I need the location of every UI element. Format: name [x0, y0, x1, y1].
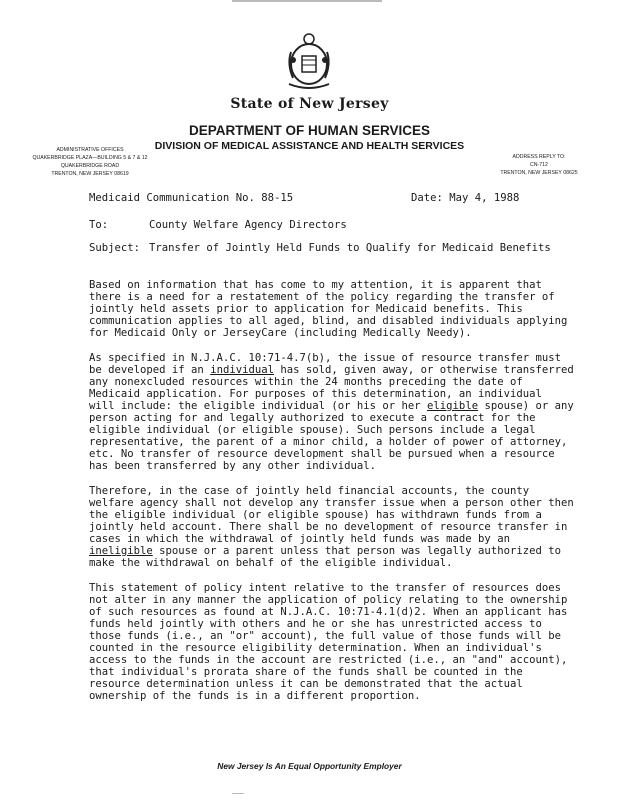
paragraph-2: As specified in N.J.A.C. 10:71-4.7(b), the issue of resource transfer must be developed if an individual has sold, given away, or otherwise transferred any nonexcluded resources within the 24 months preceding the date of Medicaid application. For purposes of this determination, an individual will include: the eligible individual (or his or her eligible spouse) or any person acting for and legally authorized to execute a contract for the eligible individual (or eligible spouse). Such persons include a legal representative, the parent of a minor child, a holder of power of attorney, etc. No transfer of resource development shall be pursued when a resource has been transferred by any other individual.: [89, 352, 574, 472]
division-title: DIVISION OF MEDICAL ASSISTANCE AND HEALTH SERVICES: [154, 140, 465, 152]
paragraph-3: Therefore, in the case of jointly held financial accounts, the county welfare agency shall not develop any transfer issue when a person other then the eligible individual (or eligible spouse) has withdrawn funds from a jointly held account. There shall be no development of resource transfer in cases in which the withdrawal of jointly held funds was made by an ineligible spouse or a parent unless that person was legally authorized to make the withdrawal on behalf of the eligible individual.: [89, 485, 574, 569]
to-label: To:: [89, 219, 109, 231]
memo-date: Date: May 4, 1988: [411, 192, 520, 204]
communication-number: Medicaid Communication No. 88-15: [89, 192, 294, 204]
subject-value: Transfer of Jointly Held Funds to Qualify for Medicaid Benefits: [149, 242, 551, 254]
paragraph-1: Based on information that has come to my attention, it is apparent that there is a need for a restatement of the policy regarding the transfer of jointly held assets prior to application for Medicaid benefits. This communication applies to all aged, blind, and disabled individuals applying for Medicaid Only or JerseyCare (including Medically Needy).: [89, 279, 568, 339]
paragraph-4: This statement of policy intent relative to the transfer of resources does not alter in any manner the application of policy relating to the ownership of such resources as found at N.J.A.C. 10:71-4.1(d)2. When an applicant has funds held jointly with others and he or she has unrestricted access to those funds (i.e., an "or" account), the full value of those funds will be counted in the resource eligibility determination. When an individual's access to the funds in the account are restricted (i.e., an "and" account), that individual's prorata share of the funds shall be counted in the resource determination unless it can be demonstrated that the actual ownership of the funds is in a different proportion.: [89, 582, 568, 702]
state-seal-icon: [283, 30, 335, 92]
footer-eeo-statement: New Jersey Is An Equal Opportunity Employer: [217, 761, 402, 771]
state-title: State of New Jersey: [230, 96, 389, 112]
department-title: DEPARTMENT OF HUMAN SERVICES: [188, 123, 431, 138]
scan-mark-top: [232, 0, 382, 2]
reply-address: ADDRESS REPLY TO: CN-712 TRENTON, NEW JERSEY 08625: [500, 154, 578, 176]
to-value: County Welfare Agency Directors: [149, 219, 347, 231]
scan-mark-bottom: [232, 793, 244, 794]
subject-label: Subject:: [89, 242, 141, 254]
admin-offices-address: ADMINISTRATIVE OFFICES QUAKERBRIDGE PLAZA—BUILDING 5 & 7 & 12 QUAKERBRIDGE ROAD TRENTON, NEW JERSEY 08619: [32, 147, 148, 177]
